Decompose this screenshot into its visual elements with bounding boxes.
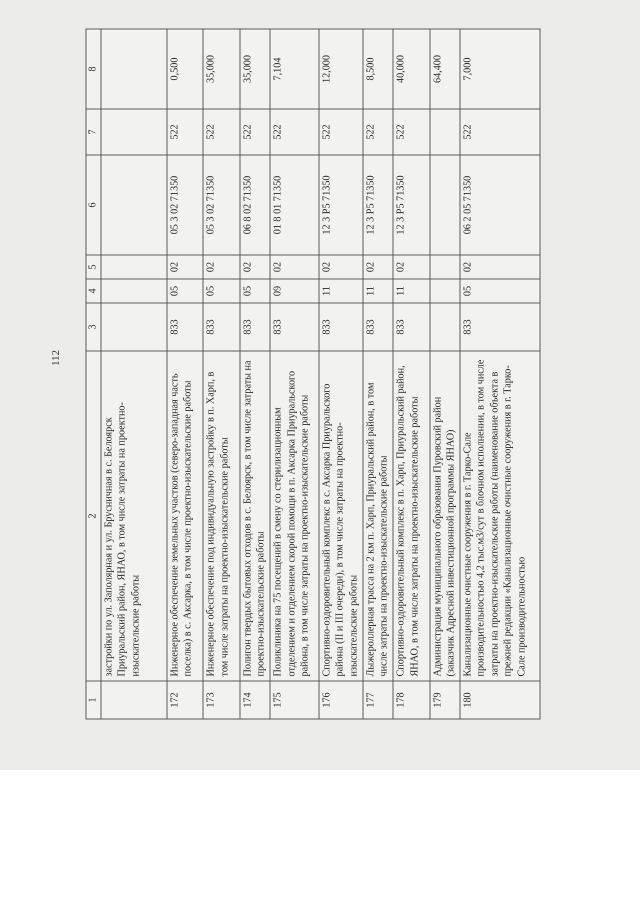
column-header: 5 — [86, 255, 101, 279]
subsection-code: 02 — [393, 255, 429, 279]
target-article-code: 12 3 P5 71350 — [363, 155, 393, 255]
subsection-code: 02 — [460, 255, 540, 279]
ministry-code: 833 — [167, 303, 203, 351]
column-header: 4 — [86, 279, 101, 303]
object-description: Лыжероллерная трасса на 2 км п. Харп, Приуральский район, в том числе затраты на проектно-изыскательские работы — [363, 351, 393, 681]
object-description: Инженерное обеспечение под индивидуальную застройку в п. Харп, в том числе затраты на проектно-изыскательские работы — [203, 351, 239, 681]
section-code: 11 — [393, 279, 429, 303]
subsection-code: 02 — [240, 255, 270, 279]
amount — [101, 29, 167, 109]
row-number — [101, 681, 167, 719]
table-row — [430, 29, 460, 719]
object-description: Канализационные очистные сооружения в г. Тарко-Сале производительностью 4,2 тыс.м3/сут в блочном исполнении, в том числе затраты на проектно-изыскательские работы (наименование объекта в прежней редакции «Канализационные очистные сооружения в г. Тарко-Сале производительностью — [460, 351, 540, 681]
ministry-code: 833 — [203, 303, 239, 351]
target-article-code: 05 3 02 71350 — [203, 155, 239, 255]
column-header: 1 — [86, 681, 101, 719]
table-row — [319, 29, 363, 719]
row-number: 178 — [393, 681, 429, 719]
amount: 12,000 — [319, 29, 363, 109]
table-row — [101, 29, 167, 719]
section-code: 05 — [203, 279, 239, 303]
ministry-code: 833 — [240, 303, 270, 351]
row-number: 180 — [460, 681, 540, 719]
table-row — [240, 29, 270, 719]
target-article-code — [101, 155, 167, 255]
subsection-code: 02 — [363, 255, 393, 279]
amount: 0,500 — [167, 29, 203, 109]
ministry-code — [430, 303, 460, 351]
subsection-code: 02 — [167, 255, 203, 279]
section-code: 09 — [270, 279, 319, 303]
table-row — [393, 29, 429, 719]
page-number: 112 — [50, 349, 63, 367]
investment-table-wrapper — [86, 29, 541, 719]
ministry-code: 833 — [270, 303, 319, 351]
ministry-code: 833 — [460, 303, 540, 351]
column-header: 7 — [86, 109, 101, 155]
object-description: Спортивно-оздоровительный комплекс в п. Харп, Приуральский район, ЯНАО, в том числе затраты на проектно-изыскательские работы — [393, 351, 429, 681]
target-article-code: 12 3 P5 71350 — [319, 155, 363, 255]
object-description: застройки по ул. Заполярная и ул. Брусничная в с. Белоярск Приуральский район, ЯНАО, в том числе затраты на проектно-изыскательские работы — [101, 351, 167, 681]
object-description: Поликлиника на 75 посещений в смену со стерилизационным отделением и отделением скорой помощи в п. Аксарка Приуральского района, в том числе затраты на проектно-изыскательские работы — [270, 351, 319, 681]
section-code: 05 — [460, 279, 540, 303]
column-header: 8 — [86, 29, 101, 109]
amount: 35,000 — [240, 29, 270, 109]
table-row — [270, 29, 319, 719]
ministry-code — [101, 303, 167, 351]
object-description: Администрация муниципального образования Пуровский район (заказчик Адресной инвестиционной программы ЯНАО) — [430, 351, 460, 681]
object-description: Инженерное обеспечение земельных участков (северо-западная часть поселка) в с. Аксарка, в том числе проектно-изыскательские работы — [167, 351, 203, 681]
table-row — [167, 29, 203, 719]
row-number: 173 — [203, 681, 239, 719]
amount: 40,000 — [393, 29, 429, 109]
ministry-code: 833 — [319, 303, 363, 351]
expense-type-code: 522 — [319, 109, 363, 155]
column-header: 2 — [86, 351, 101, 681]
row-number: 177 — [363, 681, 393, 719]
subsection-code: 02 — [203, 255, 239, 279]
expense-type-code: 522 — [393, 109, 429, 155]
amount: 35,000 — [203, 29, 239, 109]
section-code: 11 — [319, 279, 363, 303]
object-description: Полигон твердых бытовых отходов в с. Белоярск, в том числе затраты на проектно-изыскательские работы — [240, 351, 270, 681]
target-article-code: 06 2 05 71350 — [460, 155, 540, 255]
expense-type-code — [430, 109, 460, 155]
section-code: 05 — [167, 279, 203, 303]
object-description: Спортивно-оздоровительный комплекс в с. Аксарка Приуральского района (II и III очереди), в том числе затраты на проектно-изыскательские работы — [319, 351, 363, 681]
target-article-code: 05 3 02 71350 — [167, 155, 203, 255]
subsection-code: 02 — [270, 255, 319, 279]
target-article-code: 12 3 P5 71350 — [393, 155, 429, 255]
row-number: 172 — [167, 681, 203, 719]
target-article-code: 06 8 02 71350 — [240, 155, 270, 255]
row-number: 179 — [430, 681, 460, 719]
column-header: 3 — [86, 303, 101, 351]
expense-type-code: 522 — [270, 109, 319, 155]
expense-type-code: 522 — [203, 109, 239, 155]
ministry-code: 833 — [393, 303, 429, 351]
section-code: 05 — [240, 279, 270, 303]
amount: 64,400 — [430, 29, 460, 109]
table-row — [460, 29, 540, 719]
target-article-code: 01 8 01 71350 — [270, 155, 319, 255]
subsection-code — [430, 255, 460, 279]
section-code — [430, 279, 460, 303]
subsection-code — [101, 255, 167, 279]
expense-type-code — [101, 109, 167, 155]
target-article-code — [430, 155, 460, 255]
row-number: 174 — [240, 681, 270, 719]
row-number: 176 — [319, 681, 363, 719]
amount: 8,500 — [363, 29, 393, 109]
table-header-row — [86, 29, 101, 719]
expense-type-code: 522 — [240, 109, 270, 155]
section-code — [101, 279, 167, 303]
table-row — [363, 29, 393, 719]
section-code: 11 — [363, 279, 393, 303]
expense-type-code: 522 — [167, 109, 203, 155]
expense-type-code: 522 — [460, 109, 540, 155]
table-row — [203, 29, 239, 719]
amount: 7,104 — [270, 29, 319, 109]
investment-table — [86, 28, 541, 719]
subsection-code: 02 — [319, 255, 363, 279]
row-number: 175 — [270, 681, 319, 719]
amount: 7,000 — [460, 29, 540, 109]
ministry-code: 833 — [363, 303, 393, 351]
column-header: 6 — [86, 155, 101, 255]
expense-type-code: 522 — [363, 109, 393, 155]
